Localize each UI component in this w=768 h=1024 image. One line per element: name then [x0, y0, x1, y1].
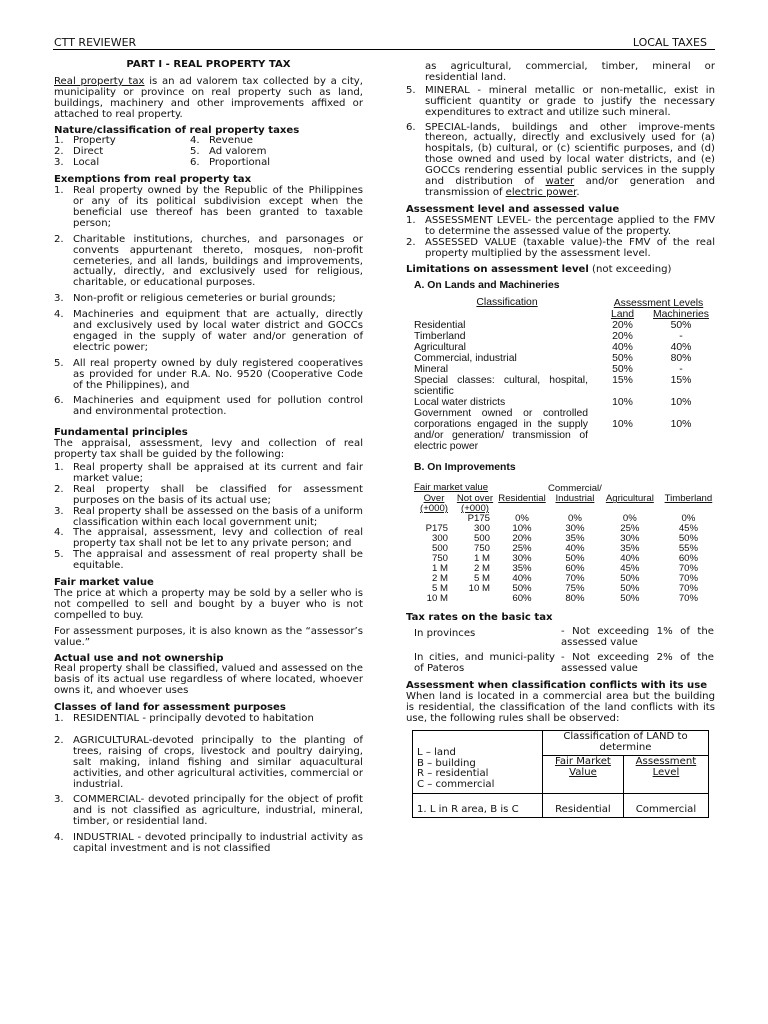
agricultural-cell: 35%	[620, 543, 640, 555]
list-number: 6.	[406, 121, 416, 133]
special-underline-electric-power: electric power	[505, 186, 577, 198]
table-row	[414, 353, 717, 364]
residential-cell: 30%	[512, 553, 532, 565]
classification-cell: Special classes: cultural, hospital, scientific	[414, 375, 588, 398]
nature-cell: Property	[73, 135, 116, 147]
table-c-row1-case: 1. L in R area, B is C	[413, 794, 543, 818]
list-number: 6.	[54, 395, 64, 407]
list-item	[54, 186, 363, 230]
table-row	[414, 342, 717, 353]
table-c-col-fmv: Fair Market Value	[543, 756, 624, 794]
not-over-cell: 5 M	[474, 573, 490, 585]
timberland-cell: 55%	[678, 543, 699, 555]
list-text: Real property shall be classified for assessment purposes on the basis of its actual use;	[73, 483, 363, 506]
special-text-2: and/or generation and transmission of	[425, 176, 715, 198]
table-row	[414, 408, 717, 452]
list-text: COMMERCIAL- devoted principally for the object of profit and is not classified as agriculture, industrial, mineral, timber, or residential land.	[73, 794, 363, 828]
industrial-cell: 50%	[565, 553, 585, 565]
table-row	[414, 364, 717, 375]
over-cell: P175	[425, 523, 448, 535]
table-c-row1-level: Commercial	[623, 794, 708, 818]
special-text-1: SPECIAL-lands, buildings and other improve-ments thereon, actually, directly and exclusively used for (a) hospitals, (b) cultural, or (c) scientific purposes, and (d) those owned and used by local water districts, and (e) GOCCs rendering essential public services in the supply and distribution of	[425, 121, 715, 188]
industrial-cell: 70%	[565, 573, 585, 585]
tax-rate-row	[414, 649, 714, 675]
classification-conflict-table	[412, 730, 709, 818]
conflict-heading: Assessment when classification conflicts with its use	[406, 679, 708, 691]
classification-cell: Mineral	[414, 364, 449, 376]
list-text: ASSESSED VALUE (taxable value)-the FMV of the real property multiplied by the assessment level.	[425, 236, 715, 259]
tax-rate-jurisdiction: In provinces	[414, 628, 476, 640]
nature-heading: Nature/classification of real property taxes	[54, 124, 300, 136]
list-item	[54, 235, 363, 290]
list-number: 2.	[406, 236, 416, 248]
industrial-cell: 80%	[565, 593, 585, 605]
table-row	[414, 331, 717, 342]
list-text: MINERAL - mineral metallic or non-metallic, exist in sufficient quantity or grade to justify the necessary expenditures to extract and utilize such mineral.	[425, 84, 715, 118]
residential-cell: 60%	[512, 593, 532, 605]
list-number: 1.	[406, 214, 416, 226]
land-level-cell: 20%	[612, 331, 633, 343]
industrial-cell: 35%	[565, 533, 585, 545]
machinery-level-cell: -	[679, 331, 683, 343]
list-text: RESIDENTIAL - principally devoted to habitation	[73, 713, 314, 725]
over-cell: 300	[431, 533, 448, 545]
intro-term: Real property tax	[54, 75, 145, 87]
list-number: 3.	[54, 293, 64, 305]
legend-cell	[413, 731, 543, 794]
table-a-header-levels: Assessment Levels	[613, 297, 704, 309]
list-item	[54, 833, 363, 855]
exemptions-list	[54, 186, 363, 418]
header-title-right: LOCAL TAXES	[632, 36, 707, 49]
not-over-cell: 2 M	[474, 563, 490, 575]
machinery-level-cell: 80%	[670, 353, 692, 365]
residential-cell: 35%	[512, 563, 532, 575]
classification-cell: Government owned or controlled corporations engaged in the supply and/or generation/ transmission of electric power	[414, 408, 588, 453]
tax-rate-limit: - Not exceeding 1% of the assessed value	[561, 626, 714, 649]
nature-cell: Local	[73, 157, 100, 169]
legend-residential: R – residential	[417, 768, 489, 780]
not-over-cell: P175	[467, 513, 490, 525]
nature-cell: 5.	[190, 146, 200, 158]
list-text: Charitable institutions, churches, and parsonages or convents appurtenant thereto, mosques, non-profit cemeteries, and all lands, buildings and improvements, actually, directly, and exclusively used for religious, charitable, or educational purposes.	[73, 233, 363, 289]
not-over-cell: 300	[473, 523, 490, 535]
list-number: 5.	[54, 357, 64, 369]
agricultural-cell: 40%	[620, 553, 640, 565]
tax-rate-limit: - Not exceeding 2% of the assessed value	[561, 652, 714, 674]
nature-cell: Proportional	[209, 157, 271, 169]
section-a-title: A. On Lands and Machineries	[414, 280, 560, 292]
agricultural-cell: 30%	[620, 533, 640, 545]
list-number: 4.	[54, 832, 64, 844]
residential-cell: 40%	[512, 573, 532, 585]
list-item	[54, 795, 363, 828]
table-b-header-timberland: Timberland	[664, 493, 713, 505]
list-item	[54, 736, 363, 791]
land-classes-list	[54, 714, 363, 855]
table-b-commercial-label: Commercial/	[548, 482, 602, 494]
special-class-list	[406, 123, 715, 199]
table-b-header-residential: Residential	[498, 493, 546, 505]
table-a-header-machineries: Machineries	[652, 309, 710, 321]
exemptions-heading: Exemptions from real property tax	[54, 174, 252, 186]
timberland-cell: 60%	[678, 553, 699, 565]
conflict-paragraph: When land is located in a commercial area but the building is residential, the classification of the land conflicts with its use, the following rules shall be observed:	[406, 690, 715, 724]
special-text-3: .	[576, 186, 580, 198]
list-text: All real property owned by duly registered cooperatives as provided for under R.A. No. 9520 (Cooperative Code of the Philippines), and	[73, 357, 363, 391]
table-c-row1-fmv: Residential	[543, 794, 624, 818]
land-classes-list-continued	[406, 86, 715, 119]
legend-commercial: C – commercial	[417, 779, 495, 791]
limitations-note: (not exceeding)	[588, 264, 672, 276]
list-text: Non-profit or religious cemeteries or burial grounds;	[73, 293, 336, 305]
not-over-cell: 1 M	[474, 553, 490, 565]
machinery-level-cell: 15%	[670, 375, 692, 387]
nature-cell: Direct	[73, 146, 104, 158]
land-level-cell: 20%	[612, 320, 633, 332]
over-cell: 1 M	[432, 563, 448, 575]
list-number: 4.	[54, 309, 64, 321]
tax-rate-row	[414, 627, 714, 649]
residential-cell: 50%	[512, 583, 532, 595]
classification-cell: Residential	[414, 320, 466, 332]
table-b-header-not-over-unit: (+000)	[461, 503, 489, 515]
header-title-left: CTT REVIEWER	[54, 36, 137, 49]
list-number: 3.	[54, 505, 64, 517]
not-over-cell: 10 M	[468, 583, 490, 595]
limitations-heading: Limitations on assessment level	[406, 264, 589, 276]
list-item	[54, 359, 363, 392]
tax-rates-table	[414, 627, 714, 675]
list-number: 2.	[54, 483, 64, 495]
page-header	[53, 36, 715, 50]
land-level-cell: 15%	[612, 375, 633, 387]
table-a-header-land: Land	[610, 309, 635, 321]
nature-list	[54, 136, 309, 169]
table-b-fmv-label: Fair market value	[414, 482, 489, 494]
table-c-group-header: Classification of LAND to determine	[543, 731, 709, 756]
table-row	[414, 594, 719, 604]
over-cell: 500	[431, 543, 448, 555]
fmv-paragraph-2: For assessment purposes, it is also known as the “assessor’s value.”	[54, 625, 363, 648]
special-underline-water: water	[545, 176, 575, 188]
principles-list	[54, 463, 363, 572]
land-level-cell: 50%	[612, 353, 633, 365]
principles-heading: Fundamental principles	[54, 427, 188, 439]
assessment-levels-improvements-table	[414, 483, 719, 604]
list-text: Real property shall be assessed on the basis of a uniform classification within each local government unit;	[73, 505, 363, 528]
list-text: Machineries and equipment that are actually, directly and exclusively used by local water district and GOCCs engaged in the supply of water and/or generation of electric power;	[73, 309, 363, 353]
agricultural-cell: 25%	[620, 523, 640, 535]
list-number: 2.	[54, 233, 64, 245]
part-title: PART I - REAL PROPERTY TAX	[126, 59, 291, 70]
residential-cell: 20%	[512, 533, 532, 545]
fmv-paragraph-1: The price at which a property may be sold by a seller who is not compelled to sell and bought by a buyer who is not compelled to buy.	[54, 587, 363, 621]
classification-cell: Timberland	[414, 331, 466, 343]
list-item	[54, 485, 363, 507]
land-level-cell: 10%	[612, 397, 633, 409]
machinery-level-cell: 10%	[670, 419, 692, 431]
land-level-cell: 40%	[612, 342, 633, 354]
timberland-cell: 70%	[678, 593, 699, 605]
list-number: 1.	[54, 462, 64, 473]
tax-rates-heading: Tax rates on the basic tax	[406, 612, 553, 624]
list-number: 3.	[54, 794, 64, 806]
nature-row	[54, 158, 309, 169]
list-number: 1.	[54, 185, 64, 197]
land-level-cell: 50%	[612, 364, 633, 376]
list-number: 1.	[54, 713, 64, 725]
nature-cell: Ad valorem	[209, 146, 267, 158]
residential-cell: 25%	[512, 543, 532, 555]
tax-rate-jurisdiction: In cities, and munici-pality of Pateros	[414, 652, 555, 674]
machinery-level-cell: 10%	[670, 397, 692, 409]
classes-heading: Classes of land for assessment purposes	[54, 702, 286, 714]
list-item	[54, 714, 363, 725]
legend-building: B – building	[417, 757, 476, 769]
table-b-header-industrial: Industrial	[555, 493, 595, 505]
residential-cell: 10%	[512, 523, 532, 535]
over-cell: 750	[431, 553, 448, 565]
nature-cell: 6.	[190, 157, 200, 169]
timberland-cell: 70%	[678, 563, 699, 575]
list-item	[54, 310, 363, 354]
list-item	[406, 216, 715, 238]
classification-cell: Agricultural	[414, 342, 466, 354]
nature-cell: 4.	[190, 135, 200, 147]
assessment-list	[406, 216, 715, 260]
residential-cell: 0%	[515, 513, 529, 525]
actual-use-paragraph: Real property shall be classified, valued and assessed on the basis of its actual use regardless of where located, whoever owns it, and whoever uses	[54, 663, 363, 697]
industrial-cell: 75%	[565, 583, 585, 595]
list-item	[54, 463, 363, 485]
list-item	[54, 507, 363, 529]
table-row	[414, 320, 717, 331]
assessment-heading: Assessment level and assessed value	[406, 203, 620, 215]
actual-use-heading: Actual use and not ownership	[54, 652, 224, 664]
list-number: 5.	[406, 84, 416, 96]
not-over-cell: 750	[473, 543, 490, 555]
list-number: 4.	[54, 527, 64, 539]
timberland-cell: 70%	[678, 573, 699, 585]
intro-paragraph	[54, 77, 363, 121]
right-column	[406, 62, 715, 818]
list-text: Machineries and equipment used for pollution control and environmental protection.	[73, 395, 363, 418]
table-b-header-over: Over	[423, 493, 445, 505]
list-item	[54, 550, 363, 572]
list-text: ASSESSMENT LEVEL- the percentage applied to the FMV to determine the assessed value of the property.	[425, 214, 715, 237]
table-b-header-agricultural: Agricultural	[605, 493, 654, 505]
list-text: The appraisal, assessment, levy and collection of real property tax shall not be let to any private person; and	[73, 527, 363, 550]
classification-cell: Local water districts	[414, 397, 506, 409]
list-text: INDUSTRIAL - devoted principally to industrial activity as capital investment and is not classified	[73, 832, 363, 855]
list-item	[406, 123, 715, 199]
list-item	[406, 86, 715, 119]
table-b-header-over-unit: (+000)	[420, 503, 448, 515]
section-b-title: B. On Improvements	[414, 462, 516, 474]
list-item	[54, 294, 363, 305]
nature-cell: 2.	[54, 146, 64, 158]
nature-cell: Revenue	[209, 135, 253, 147]
agricultural-cell: 0%	[622, 513, 637, 525]
not-over-cell: 500	[473, 533, 490, 545]
timberland-cell: 70%	[678, 583, 699, 595]
table-row	[414, 375, 717, 397]
timberland-cell: 45%	[678, 523, 699, 535]
limitations-heading-line	[406, 265, 715, 276]
agricultural-cell: 50%	[620, 573, 640, 585]
legend-land: L – land	[417, 746, 456, 758]
timberland-cell: 0%	[681, 513, 696, 525]
list-text: The appraisal and assessment of real property shall be equitable.	[73, 549, 363, 572]
table-b-header-not-over: Not over	[456, 493, 494, 505]
agricultural-cell: 50%	[620, 593, 640, 605]
list-item	[406, 238, 715, 260]
table-c-col-level: Assessment Level	[623, 756, 708, 794]
left-column	[54, 60, 363, 855]
industrial-continued: as agricultural, commercial, timber, mineral or residential land.	[425, 61, 715, 83]
table-a-header-classification: Classification	[476, 297, 538, 309]
list-number: 2.	[54, 734, 64, 746]
not-over-cell	[454, 594, 496, 604]
industrial-cell: 0%	[567, 513, 582, 525]
list-text: Real property shall be appraised at its current and fair market value;	[73, 462, 363, 484]
nature-cell: 3.	[54, 157, 64, 169]
machinery-level-cell: 50%	[670, 320, 692, 332]
agricultural-cell: 45%	[620, 563, 640, 575]
principles-intro: The appraisal, assessment, levy and collection of real property tax shall be guided by the following:	[54, 438, 363, 461]
list-text: Real property owned by the Republic of the Philippines or any of its political subdivision except when the beneficial use thereof has been granted to taxable person;	[73, 185, 363, 229]
fmv-heading: Fair market value	[54, 577, 154, 589]
assessment-levels-lands-table	[414, 297, 717, 452]
over-cell: 2 M	[432, 573, 448, 585]
list-item	[54, 396, 363, 418]
machinery-level-cell: 40%	[670, 342, 692, 354]
machinery-level-cell: -	[679, 364, 683, 376]
agricultural-cell: 50%	[620, 583, 640, 595]
land-level-cell: 10%	[612, 419, 633, 431]
over-cell: 5 M	[432, 583, 448, 595]
classification-cell: Commercial, industrial	[414, 353, 517, 365]
industrial-cell: 30%	[565, 523, 585, 535]
nature-cell: 1.	[54, 135, 64, 147]
list-text: AGRICULTURAL-devoted principally to the planting of trees, raising of crops, livestock and poultry dairying, salt making, inland fishing and similar aquacultural activities, and other agricultural activities, commercial or industrial.	[73, 734, 363, 790]
over-cell: 10 M	[426, 593, 448, 605]
list-item	[54, 528, 363, 550]
table-row	[414, 397, 717, 408]
list-number: 5.	[54, 549, 64, 561]
industrial-cell: 40%	[565, 543, 585, 555]
industrial-cell: 60%	[565, 563, 585, 575]
intro-text: is an ad valorem tax collected by a city, municipality or province on real property such as land, buildings, machinery and other improvements affixed or attached to real property.	[54, 75, 363, 120]
timberland-cell: 50%	[678, 533, 699, 545]
